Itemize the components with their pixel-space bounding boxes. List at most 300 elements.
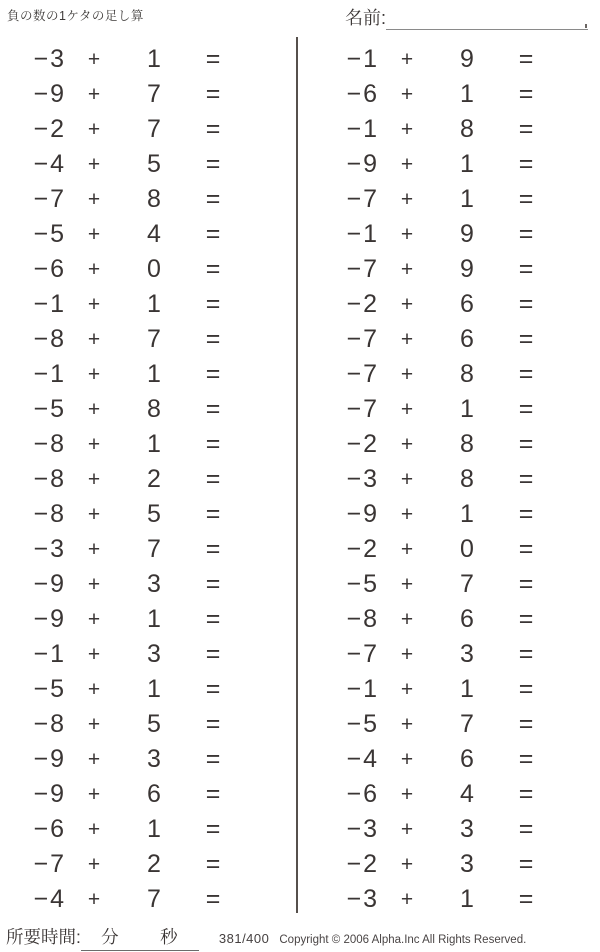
- answer-blank: [242, 532, 296, 567]
- operand-a: −8: [33, 710, 66, 738]
- plus-sign: +: [400, 678, 414, 701]
- plus-sign: +: [400, 258, 414, 281]
- operand-b: 1: [147, 430, 161, 458]
- operand-a: −5: [346, 570, 379, 598]
- operand-a: −5: [33, 675, 66, 703]
- operand-a: −3: [346, 465, 379, 493]
- answer-blank: [555, 812, 593, 847]
- plus-sign: +: [400, 783, 414, 806]
- problem-row: [313, 812, 593, 847]
- problem-row: [313, 287, 593, 322]
- operand-b: 6: [460, 325, 474, 353]
- operand-a: −3: [33, 45, 66, 73]
- problem-row: [0, 392, 296, 427]
- equals-sign: =: [205, 640, 221, 668]
- minutes-label: 分: [101, 927, 119, 947]
- answer-blank: [555, 462, 593, 497]
- equals-sign: =: [518, 255, 534, 283]
- plus-sign: +: [400, 643, 414, 666]
- operand-b: 2: [147, 850, 161, 878]
- operand-a: −1: [33, 640, 66, 668]
- problem-row: [0, 847, 296, 882]
- operand-a: −7: [346, 325, 379, 353]
- equals-sign: =: [518, 150, 534, 178]
- plus-sign: +: [400, 328, 414, 351]
- plus-sign: +: [400, 853, 414, 876]
- operand-a: −8: [33, 500, 66, 528]
- equals-sign: =: [518, 675, 534, 703]
- seconds-label: 秒: [160, 927, 178, 947]
- operand-b: 7: [147, 80, 161, 108]
- operand-b: 7: [147, 885, 161, 913]
- problem-row: [0, 497, 296, 532]
- operand-b: 3: [147, 745, 161, 773]
- plus-sign: +: [87, 293, 101, 316]
- plus-sign: +: [400, 293, 414, 316]
- equals-sign: =: [205, 220, 221, 248]
- operand-b: 1: [460, 675, 474, 703]
- operand-a: −1: [346, 220, 379, 248]
- problem-row: [0, 287, 296, 322]
- operand-a: −9: [33, 605, 66, 633]
- operand-b: 3: [147, 570, 161, 598]
- equals-sign: =: [205, 325, 221, 353]
- operand-a: −9: [33, 745, 66, 773]
- equals-sign: =: [518, 45, 534, 73]
- plus-sign: +: [400, 223, 414, 246]
- problem-row: [313, 182, 593, 217]
- problem-row: [0, 427, 296, 462]
- problem-row: [0, 567, 296, 602]
- plus-sign: +: [87, 188, 101, 211]
- plus-sign: +: [87, 83, 101, 106]
- operand-b: 6: [460, 605, 474, 633]
- plus-sign: +: [400, 608, 414, 631]
- operand-a: −6: [346, 780, 379, 808]
- problem-row: [0, 112, 296, 147]
- line-end-dot: [585, 24, 588, 28]
- plus-sign: +: [87, 48, 101, 71]
- operand-b: 3: [460, 850, 474, 878]
- answer-blank: [555, 742, 593, 777]
- plus-sign: +: [87, 888, 101, 911]
- page-number: 381/400: [218, 931, 270, 946]
- time-field: [6, 924, 199, 951]
- equals-sign: =: [205, 885, 221, 913]
- answer-blank: [242, 847, 296, 882]
- plus-sign: +: [87, 503, 101, 526]
- equals-sign: =: [205, 570, 221, 598]
- plus-sign: +: [87, 468, 101, 491]
- operand-b: 3: [147, 640, 161, 668]
- operand-a: −6: [33, 255, 66, 283]
- problem-row: [313, 392, 593, 427]
- equals-sign: =: [205, 465, 221, 493]
- plus-sign: +: [87, 363, 101, 386]
- problem-row: [0, 882, 296, 917]
- equals-sign: =: [518, 535, 534, 563]
- equals-sign: =: [205, 675, 221, 703]
- problem-row: [0, 812, 296, 847]
- operand-a: −8: [346, 605, 379, 633]
- equals-sign: =: [518, 710, 534, 738]
- equals-sign: =: [518, 395, 534, 423]
- operand-b: 1: [460, 885, 474, 913]
- problem-row: [0, 532, 296, 567]
- operand-a: −9: [33, 570, 66, 598]
- plus-sign: +: [87, 643, 101, 666]
- answer-blank: [555, 322, 593, 357]
- operand-a: −2: [346, 535, 379, 563]
- answer-blank: [555, 777, 593, 812]
- problem-row: [313, 567, 593, 602]
- operand-b: 5: [147, 710, 161, 738]
- equals-sign: =: [518, 850, 534, 878]
- equals-sign: =: [518, 570, 534, 598]
- equals-sign: =: [518, 360, 534, 388]
- operand-a: −1: [346, 45, 379, 73]
- equals-sign: =: [205, 745, 221, 773]
- answer-blank: [242, 357, 296, 392]
- operand-a: −9: [346, 150, 379, 178]
- answer-blank: [555, 182, 593, 217]
- operand-a: −4: [346, 745, 379, 773]
- operand-b: 8: [460, 430, 474, 458]
- operand-b: 7: [147, 325, 161, 353]
- answer-blank: [555, 672, 593, 707]
- problem-row: [313, 672, 593, 707]
- operand-a: −8: [33, 325, 66, 353]
- operand-b: 9: [460, 45, 474, 73]
- plus-sign: +: [87, 748, 101, 771]
- operand-a: −7: [346, 360, 379, 388]
- equals-sign: =: [518, 780, 534, 808]
- operand-b: 2: [147, 465, 161, 493]
- equals-sign: =: [205, 80, 221, 108]
- plus-sign: +: [87, 328, 101, 351]
- problems-column-right: [297, 42, 593, 917]
- plus-sign: +: [400, 83, 414, 106]
- answer-blank: [242, 462, 296, 497]
- problem-row: [0, 42, 296, 77]
- problem-row: [0, 147, 296, 182]
- equals-sign: =: [205, 45, 221, 73]
- problems-column-left: [0, 42, 296, 917]
- equals-sign: =: [518, 220, 534, 248]
- operand-a: −9: [346, 500, 379, 528]
- plus-sign: +: [400, 468, 414, 491]
- worksheet-title: 負の数の1ケタの足し算: [7, 9, 144, 23]
- equals-sign: =: [205, 430, 221, 458]
- problem-row: [0, 217, 296, 252]
- operand-b: 9: [460, 255, 474, 283]
- answer-blank: [242, 217, 296, 252]
- equals-sign: =: [205, 115, 221, 143]
- operand-b: 1: [460, 500, 474, 528]
- answer-blank: [242, 287, 296, 322]
- problem-row: [313, 777, 593, 812]
- operand-a: −3: [33, 535, 66, 563]
- plus-sign: +: [400, 48, 414, 71]
- operand-b: 7: [460, 710, 474, 738]
- problem-row: [313, 42, 593, 77]
- equals-sign: =: [518, 325, 534, 353]
- answer-blank: [242, 707, 296, 742]
- answer-blank: [555, 42, 593, 77]
- problem-row: [313, 147, 593, 182]
- operand-b: 9: [460, 220, 474, 248]
- equals-sign: =: [205, 710, 221, 738]
- name-input-line: [386, 7, 588, 30]
- plus-sign: +: [400, 433, 414, 456]
- answer-blank: [242, 567, 296, 602]
- answer-blank: [242, 42, 296, 77]
- operand-b: 4: [147, 220, 161, 248]
- problem-row: [0, 357, 296, 392]
- operand-b: 4: [460, 780, 474, 808]
- plus-sign: +: [87, 573, 101, 596]
- operand-a: −1: [346, 115, 379, 143]
- equals-sign: =: [205, 850, 221, 878]
- operand-b: 8: [147, 395, 161, 423]
- plus-sign: +: [87, 678, 101, 701]
- problem-row: [0, 182, 296, 217]
- operand-b: 8: [460, 360, 474, 388]
- answer-blank: [555, 707, 593, 742]
- answer-blank: [555, 287, 593, 322]
- operand-a: −7: [33, 185, 66, 213]
- answer-blank: [555, 847, 593, 882]
- equals-sign: =: [518, 430, 534, 458]
- problem-row: [0, 602, 296, 637]
- plus-sign: +: [87, 818, 101, 841]
- operand-b: 3: [460, 640, 474, 668]
- problem-row: [313, 112, 593, 147]
- equals-sign: =: [518, 745, 534, 773]
- answer-blank: [555, 252, 593, 287]
- operand-a: −1: [33, 360, 66, 388]
- problem-row: [0, 777, 296, 812]
- operand-b: 3: [460, 815, 474, 843]
- answer-blank: [555, 602, 593, 637]
- operand-a: −3: [346, 885, 379, 913]
- equals-sign: =: [518, 640, 534, 668]
- plus-sign: +: [400, 503, 414, 526]
- operand-a: −4: [33, 150, 66, 178]
- operand-b: 8: [147, 185, 161, 213]
- equals-sign: =: [205, 780, 221, 808]
- equals-sign: =: [205, 255, 221, 283]
- name-field: [345, 4, 588, 30]
- operand-a: −7: [346, 185, 379, 213]
- problem-row: [0, 672, 296, 707]
- operand-b: 0: [460, 535, 474, 563]
- plus-sign: +: [87, 118, 101, 141]
- operand-b: 1: [460, 80, 474, 108]
- operand-b: 6: [147, 780, 161, 808]
- operand-a: −2: [33, 115, 66, 143]
- plus-sign: +: [87, 853, 101, 876]
- operand-a: −1: [346, 675, 379, 703]
- problem-row: [313, 252, 593, 287]
- plus-sign: +: [400, 153, 414, 176]
- answer-blank: [242, 882, 296, 917]
- equals-sign: =: [205, 535, 221, 563]
- operand-a: −4: [33, 885, 66, 913]
- operand-b: 0: [147, 255, 161, 283]
- answer-blank: [555, 532, 593, 567]
- problem-row: [0, 322, 296, 357]
- plus-sign: +: [400, 118, 414, 141]
- operand-b: 1: [147, 605, 161, 633]
- answer-blank: [555, 77, 593, 112]
- operand-a: −5: [33, 395, 66, 423]
- plus-sign: +: [400, 748, 414, 771]
- operand-b: 8: [460, 465, 474, 493]
- operand-b: 1: [460, 150, 474, 178]
- equals-sign: =: [205, 395, 221, 423]
- operand-a: −5: [346, 710, 379, 738]
- operand-a: −6: [346, 80, 379, 108]
- answer-blank: [242, 637, 296, 672]
- equals-sign: =: [205, 815, 221, 843]
- operand-b: 5: [147, 150, 161, 178]
- plus-sign: +: [87, 713, 101, 736]
- problem-row: [313, 637, 593, 672]
- plus-sign: +: [400, 398, 414, 421]
- operand-a: −7: [33, 850, 66, 878]
- plus-sign: +: [87, 398, 101, 421]
- operand-a: −2: [346, 850, 379, 878]
- equals-sign: =: [518, 185, 534, 213]
- operand-a: −7: [346, 640, 379, 668]
- operand-a: −7: [346, 255, 379, 283]
- operand-b: 5: [147, 500, 161, 528]
- problem-row: [313, 357, 593, 392]
- equals-sign: =: [518, 465, 534, 493]
- operand-b: 1: [460, 185, 474, 213]
- problem-row: [313, 882, 593, 917]
- answer-blank: [555, 567, 593, 602]
- operand-a: −9: [33, 80, 66, 108]
- plus-sign: +: [87, 608, 101, 631]
- operand-a: −6: [33, 815, 66, 843]
- answer-blank: [555, 112, 593, 147]
- answer-blank: [242, 112, 296, 147]
- operand-b: 1: [147, 360, 161, 388]
- answer-blank: [242, 427, 296, 462]
- equals-sign: =: [518, 885, 534, 913]
- problem-row: [313, 497, 593, 532]
- plus-sign: +: [400, 888, 414, 911]
- plus-sign: +: [400, 538, 414, 561]
- answer-blank: [242, 147, 296, 182]
- answer-blank: [555, 147, 593, 182]
- footer: [0, 924, 600, 950]
- answer-blank: [242, 777, 296, 812]
- operand-b: 1: [460, 395, 474, 423]
- answer-blank: [555, 882, 593, 917]
- plus-sign: +: [87, 783, 101, 806]
- operand-b: 6: [460, 745, 474, 773]
- answer-blank: [242, 812, 296, 847]
- problem-row: [0, 707, 296, 742]
- plus-sign: +: [400, 818, 414, 841]
- equals-sign: =: [518, 815, 534, 843]
- equals-sign: =: [518, 500, 534, 528]
- answer-blank: [555, 497, 593, 532]
- problem-row: [313, 707, 593, 742]
- equals-sign: =: [518, 115, 534, 143]
- equals-sign: =: [205, 290, 221, 318]
- problem-row: [0, 742, 296, 777]
- operand-a: −2: [346, 290, 379, 318]
- problem-row: [313, 77, 593, 112]
- answer-blank: [242, 77, 296, 112]
- problem-row: [313, 217, 593, 252]
- operand-a: −8: [33, 430, 66, 458]
- problem-row: [0, 252, 296, 287]
- equals-sign: =: [518, 605, 534, 633]
- answer-blank: [242, 392, 296, 427]
- equals-sign: =: [518, 80, 534, 108]
- equals-sign: =: [205, 360, 221, 388]
- answer-blank: [242, 252, 296, 287]
- equals-sign: =: [205, 605, 221, 633]
- operand-a: −5: [33, 220, 66, 248]
- plus-sign: +: [400, 573, 414, 596]
- operand-b: 1: [147, 290, 161, 318]
- operand-a: −9: [33, 780, 66, 808]
- problem-row: [313, 462, 593, 497]
- operand-b: 1: [147, 815, 161, 843]
- problem-row: [0, 77, 296, 112]
- plus-sign: +: [400, 713, 414, 736]
- problem-row: [313, 847, 593, 882]
- operand-a: −2: [346, 430, 379, 458]
- operand-b: 7: [460, 570, 474, 598]
- plus-sign: +: [87, 433, 101, 456]
- operand-b: 7: [147, 535, 161, 563]
- equals-sign: =: [205, 500, 221, 528]
- answer-blank: [555, 427, 593, 462]
- answer-blank: [555, 392, 593, 427]
- answer-blank: [555, 217, 593, 252]
- equals-sign: =: [205, 150, 221, 178]
- operand-b: 6: [460, 290, 474, 318]
- plus-sign: +: [400, 363, 414, 386]
- answer-blank: [242, 742, 296, 777]
- answer-blank: [242, 602, 296, 637]
- answer-blank: [555, 637, 593, 672]
- equals-sign: =: [205, 185, 221, 213]
- problem-row: [313, 602, 593, 637]
- equals-sign: =: [518, 290, 534, 318]
- problem-row: [0, 637, 296, 672]
- time-input-line: [81, 924, 199, 951]
- answer-blank: [242, 322, 296, 357]
- operand-a: −7: [346, 395, 379, 423]
- answer-blank: [242, 497, 296, 532]
- plus-sign: +: [87, 153, 101, 176]
- time-label: 所要時間:: [6, 927, 81, 947]
- answer-blank: [555, 357, 593, 392]
- copyright-text: Copyright © 2006 Alpha.Inc All Rights Reserved.: [279, 934, 527, 946]
- operand-b: 1: [147, 45, 161, 73]
- operand-a: −8: [33, 465, 66, 493]
- operand-b: 8: [460, 115, 474, 143]
- name-label: 名前:: [345, 8, 387, 28]
